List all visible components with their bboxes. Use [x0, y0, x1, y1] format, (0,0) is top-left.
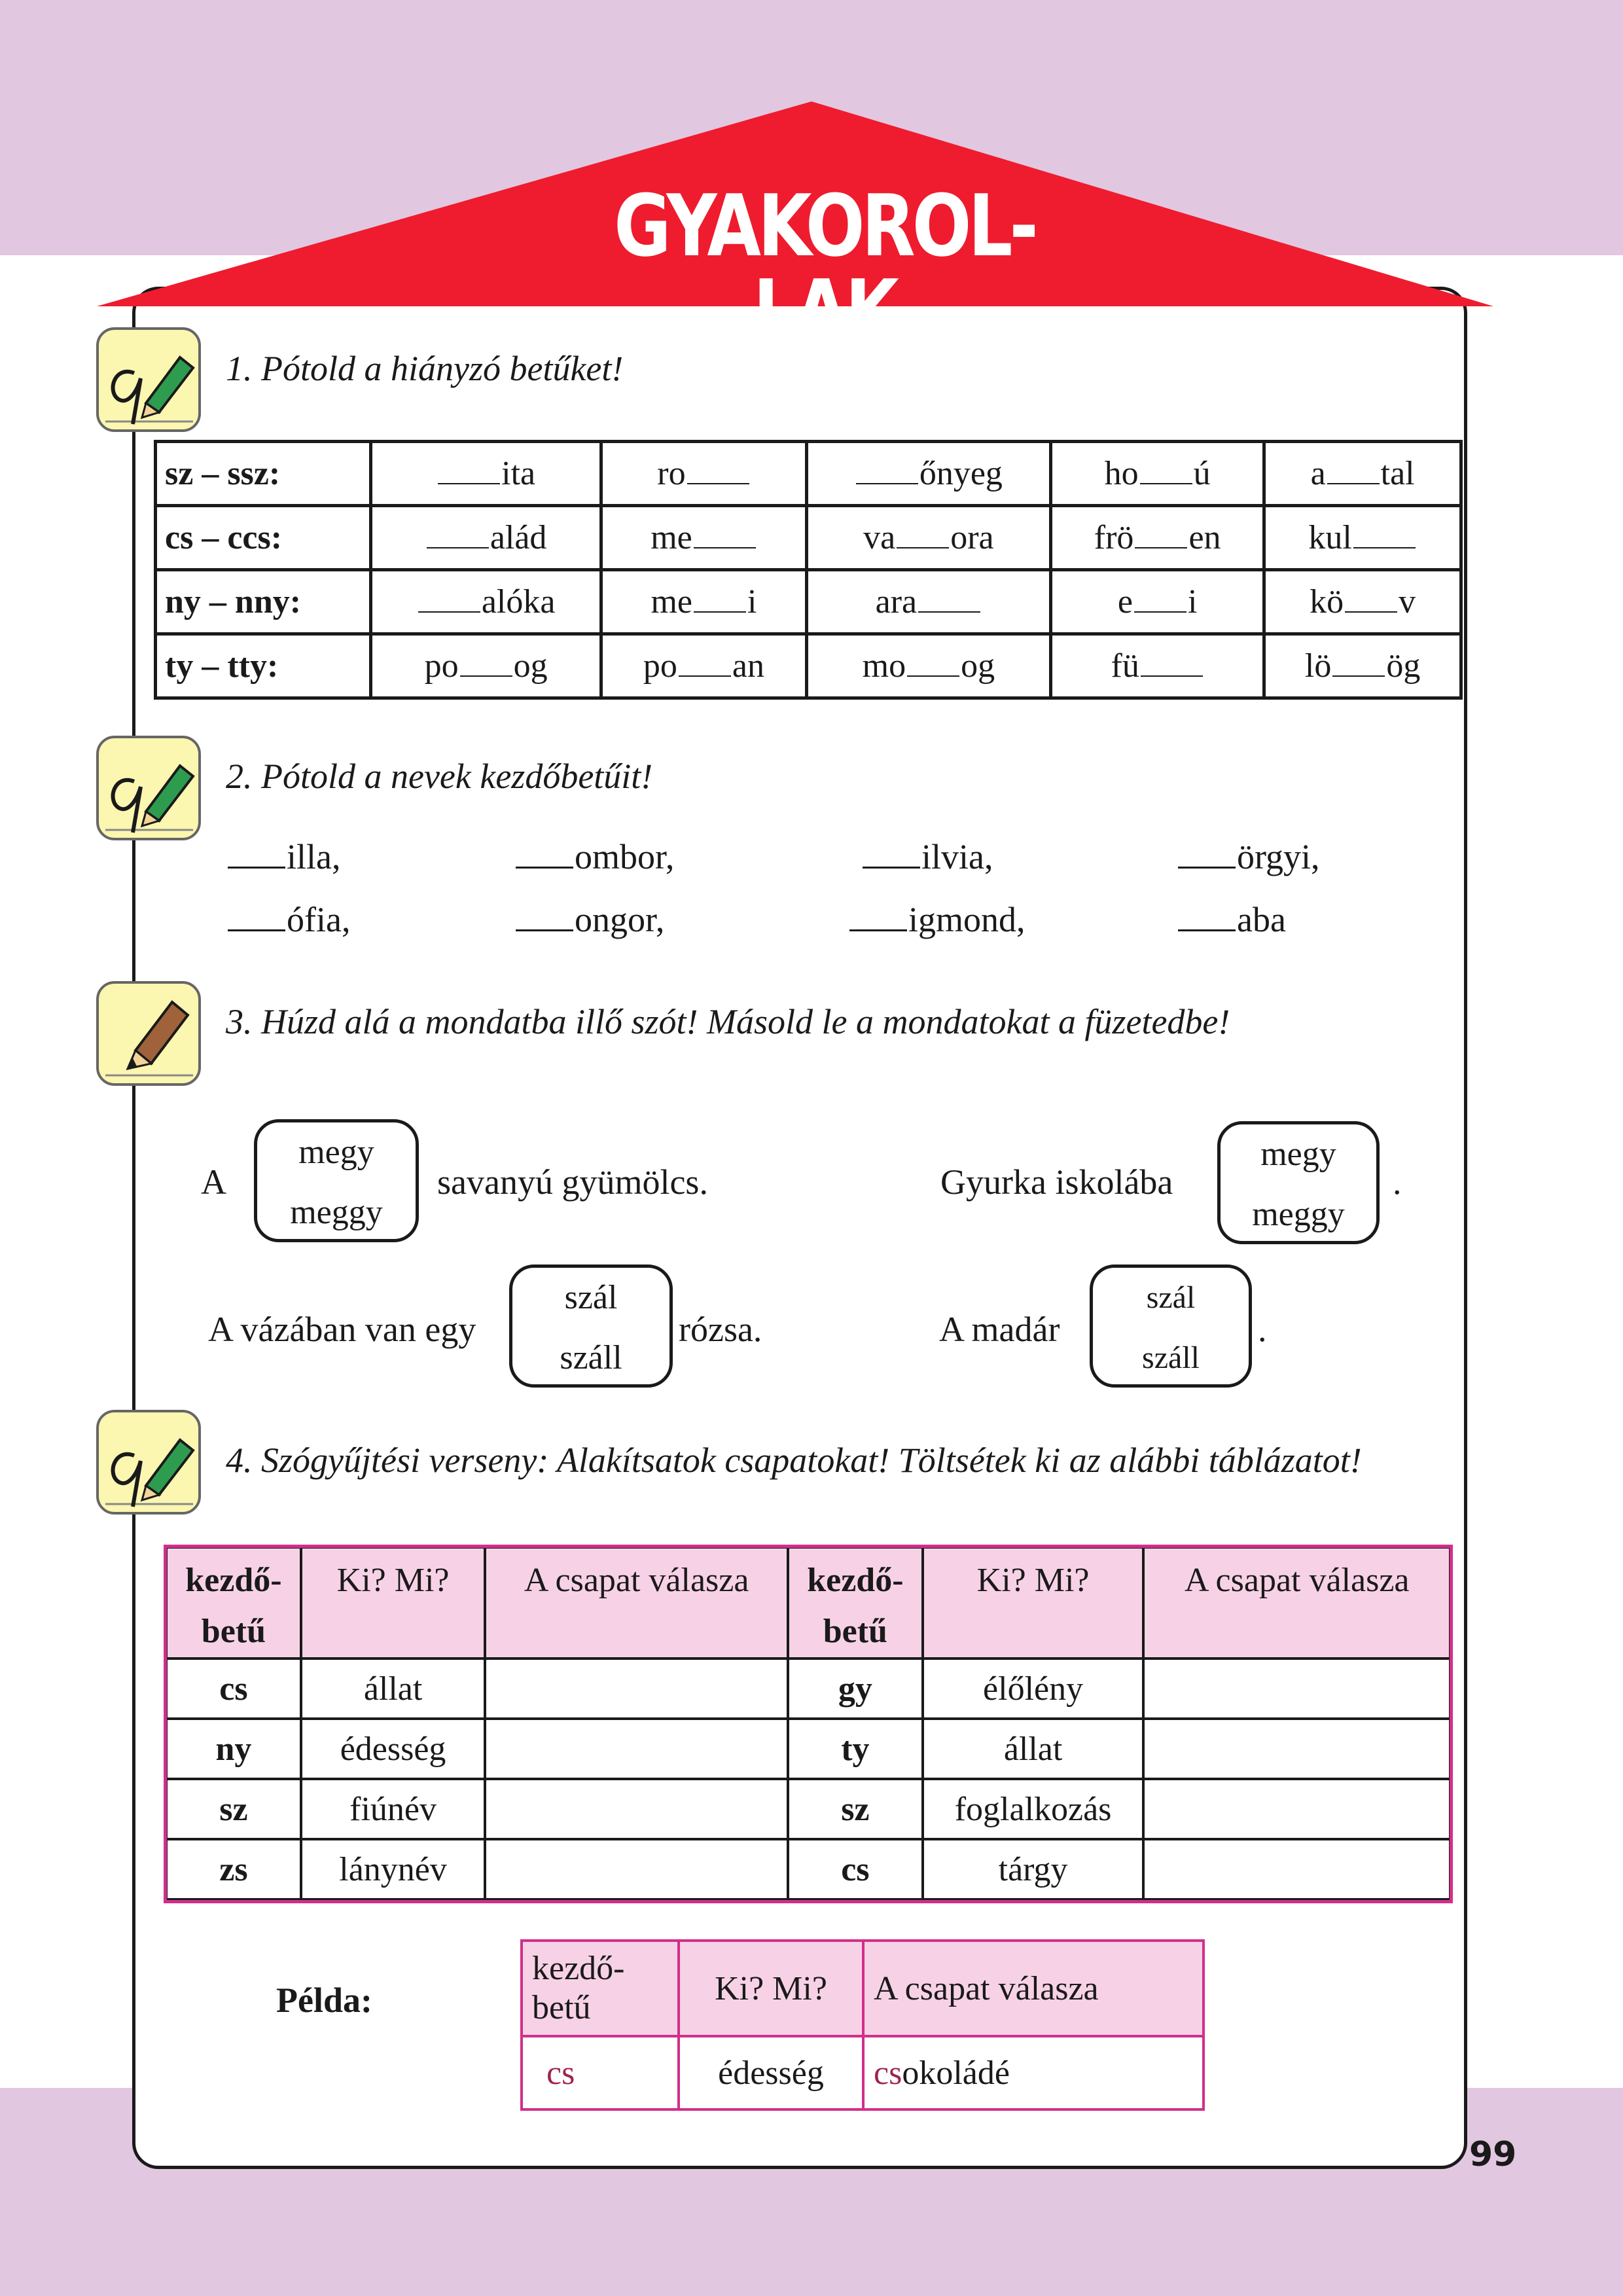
table-row [166, 1839, 1450, 1899]
word-cell: po og [371, 634, 601, 698]
category-cell: édesség [301, 1719, 486, 1779]
answer-cell[interactable] [1143, 1719, 1450, 1779]
example-label: Példa: [276, 1981, 372, 2020]
sentence-3-end: rózsa. [679, 1310, 762, 1349]
word-cell: e i [1051, 570, 1264, 634]
word-cell: őnyeg [806, 442, 1050, 506]
name-item: igmond, [849, 899, 1026, 940]
answer-cell[interactable] [1143, 1779, 1450, 1839]
answer-cell[interactable] [1143, 1839, 1450, 1899]
row-label: ny – nny: [156, 570, 371, 634]
choice-option[interactable]: meggy [1252, 1196, 1345, 1233]
answer-cell[interactable] [485, 1719, 788, 1779]
name-item: ombor, [516, 836, 674, 877]
table-header-row [166, 1547, 1450, 1659]
row-label: sz – ssz: [156, 442, 371, 506]
word-cell: ho ú [1051, 442, 1264, 506]
name-item: illa, [228, 836, 340, 877]
sentence-1-end: savanyú gyümölcs. [437, 1162, 708, 1202]
category-cell: élőlény [923, 1659, 1144, 1719]
word-cell: kul [1264, 506, 1461, 570]
header-cell: A csapat válasza [1143, 1547, 1450, 1659]
letter-cell: sz [166, 1779, 301, 1839]
word-choice-box[interactable] [254, 1119, 419, 1242]
choice-option[interactable]: megy [1260, 1136, 1336, 1173]
answer-cell[interactable] [485, 1779, 788, 1839]
word-choice-box[interactable] [1090, 1265, 1252, 1388]
name-item: örgyi, [1178, 836, 1320, 877]
word-cell: lö ög [1264, 634, 1461, 698]
word-cell: va ora [806, 506, 1050, 570]
header-cell: kezdő- betű [788, 1547, 923, 1659]
word-cell: po an [601, 634, 806, 698]
writing-pencil-green-icon [95, 1408, 202, 1516]
table-row [166, 1779, 1450, 1839]
word-choice-box[interactable] [509, 1265, 673, 1388]
category-cell: foglalkozás [923, 1779, 1144, 1839]
word-cell: ro [601, 442, 806, 506]
word-cell: frö en [1051, 506, 1264, 570]
page-number: 99 [1469, 2135, 1517, 2174]
letter-cell: cs [522, 2036, 679, 2109]
table-row [156, 570, 1461, 634]
table-row [156, 442, 1461, 506]
table-row [166, 1659, 1450, 1719]
word-cell: fü [1051, 634, 1264, 698]
exercise-1-table [154, 440, 1463, 700]
exercise-4-instruction: 4. Szógyűjtési verseny: Alakítsatok csapatokat! Töltsétek ki az alábbi táblázatot! [226, 1441, 1362, 1480]
header-cell: kezdő- betű [522, 1941, 679, 2036]
table-header-row [522, 1941, 1204, 2036]
word-cell: me i [601, 570, 806, 634]
letter-cell: cs [788, 1839, 923, 1899]
choice-option[interactable]: száll [560, 1339, 622, 1376]
choice-option[interactable]: szál [1146, 1280, 1196, 1315]
category-cell: tárgy [923, 1839, 1144, 1899]
table-row [156, 634, 1461, 698]
name-item: ilvia, [863, 836, 993, 877]
name-item: ongor, [516, 899, 664, 940]
table-row [166, 1719, 1450, 1779]
answer-cell: csokoládé [863, 2036, 1204, 2109]
sentence-2-end: . [1393, 1162, 1402, 1202]
answer-cell[interactable] [1143, 1659, 1450, 1719]
word-cell: kö v [1264, 570, 1461, 634]
word-cell: alóka [371, 570, 601, 634]
header-cell: Ki? Mi? [679, 1941, 863, 2036]
table-row [156, 506, 1461, 570]
letter-cell: ny [166, 1719, 301, 1779]
answer-cell[interactable] [485, 1839, 788, 1899]
exercise-1-instruction: 1. Pótold a hiányzó betűket! [226, 349, 624, 388]
header-cell: kezdő- betű [166, 1547, 301, 1659]
word-cell: ara [806, 570, 1050, 634]
writing-pencil-green-icon [95, 734, 202, 842]
page-title: GYAKOROL-LAK [614, 176, 1035, 361]
sentence-2-start: Gyurka iskolába [940, 1162, 1173, 1202]
exercise-2-instruction: 2. Pótold a nevek kezdőbetűit! [226, 757, 653, 796]
choice-option[interactable]: szál [564, 1279, 618, 1316]
row-label: cs – ccs: [156, 506, 371, 570]
exercise-3-instruction: 3. Húzd alá a mondatba illő szót! Másold le a mondatokat a füzetedbe! [226, 1002, 1230, 1041]
category-cell: lánynév [301, 1839, 486, 1899]
header-cell: A csapat válasza [863, 1941, 1204, 2036]
letter-cell: zs [166, 1839, 301, 1899]
word-cell: ita [371, 442, 601, 506]
answer-cell[interactable] [485, 1659, 788, 1719]
writing-pencil-green-icon [95, 326, 202, 433]
name-item: aba [1178, 899, 1286, 940]
sentence-3-start: A vázában van egy [208, 1310, 476, 1349]
category-cell: állat [923, 1719, 1144, 1779]
letter-cell: gy [788, 1659, 923, 1719]
word-cell: a tal [1264, 442, 1461, 506]
choice-option[interactable]: száll [1142, 1340, 1200, 1375]
sentence-1-start: A [201, 1162, 226, 1202]
word-cell: me [601, 506, 806, 570]
choice-option[interactable]: megy [298, 1134, 374, 1171]
header-cell: Ki? Mi? [923, 1547, 1144, 1659]
row-label: ty – tty: [156, 634, 371, 698]
header-cell: A csapat válasza [485, 1547, 788, 1659]
pencil-brown-icon [95, 980, 202, 1087]
sentence-4-start: A madár [939, 1310, 1060, 1349]
letter-cell: sz [788, 1779, 923, 1839]
table-row [522, 2036, 1204, 2109]
header-cell: Ki? Mi? [301, 1547, 486, 1659]
sentence-4-end: . [1258, 1310, 1267, 1349]
letter-cell: cs [166, 1659, 301, 1719]
exercise-4-table [165, 1546, 1452, 1901]
category-cell: állat [301, 1659, 486, 1719]
category-cell: fiúnév [301, 1779, 486, 1839]
name-item: ófia, [228, 899, 350, 940]
example-table [520, 1939, 1205, 2111]
word-cell: mo og [806, 634, 1050, 698]
category-cell: édesség [679, 2036, 863, 2109]
choice-option[interactable]: meggy [290, 1194, 383, 1231]
word-choice-box[interactable] [1217, 1121, 1380, 1244]
word-cell: alád [371, 506, 601, 570]
letter-cell: ty [788, 1719, 923, 1779]
